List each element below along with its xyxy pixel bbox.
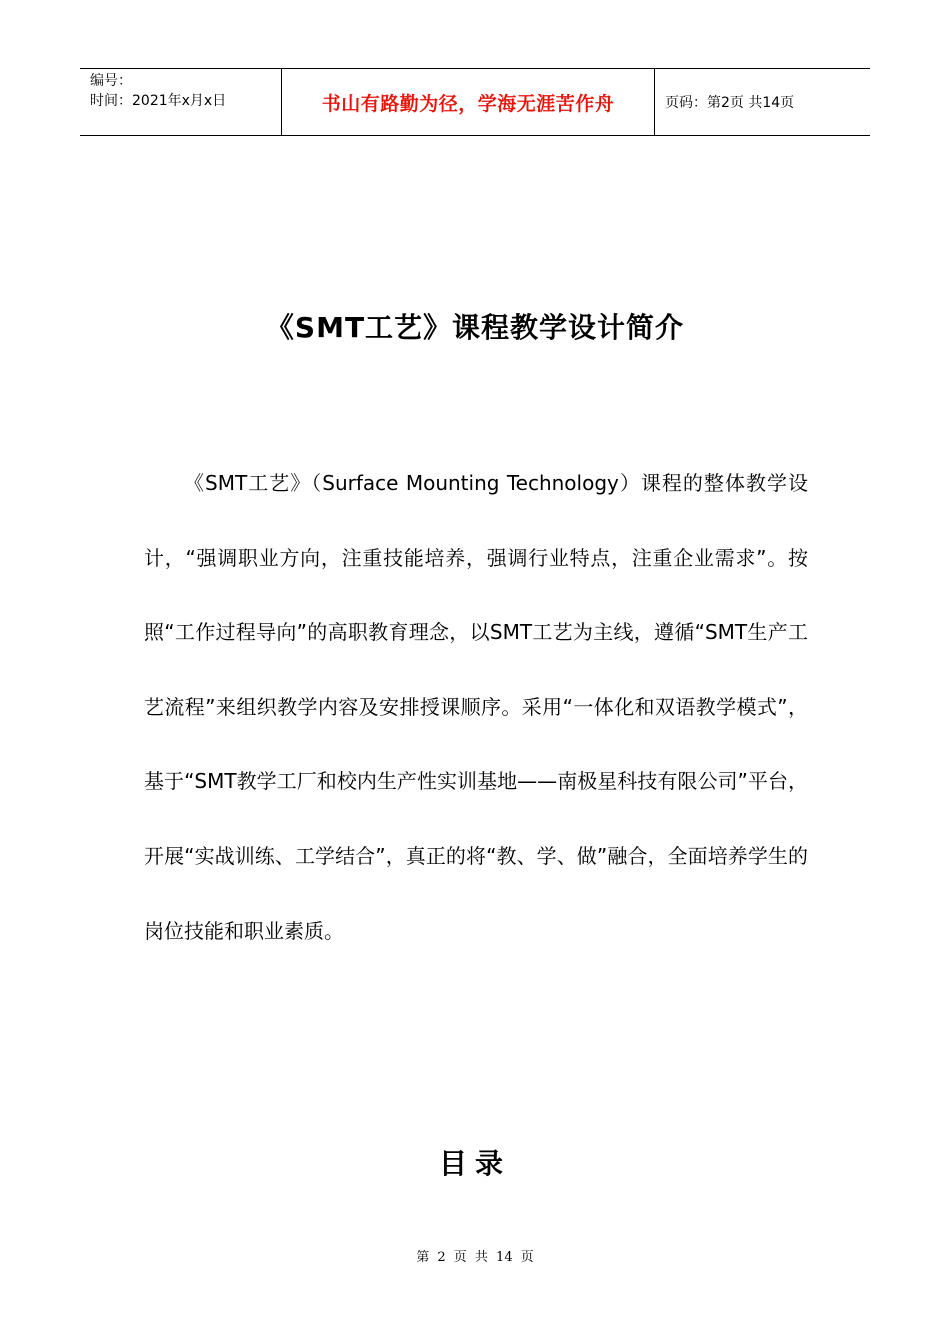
- document-header: [80, 68, 870, 136]
- header-page-cell: [655, 69, 870, 135]
- header-page-info: 页码：第2页 共14页: [665, 95, 795, 111]
- header-motto-cell: [282, 69, 655, 135]
- page-footer: 第 2 页 共 14 页: [416, 1250, 534, 1265]
- motto-text: 书山有路勤为径，学海无涯苦作舟: [321, 92, 615, 115]
- table-of-contents-heading: 目录: [438, 1147, 511, 1180]
- serial-number-label: 编号：: [90, 73, 132, 89]
- header-meta-cell: [80, 69, 282, 135]
- intro-paragraph: 《SMT工艺》（Surface Mounting Technology）课程的整体教学设计，“强调职业方向，注重技能培养，强调行业特点，注重企业需求”。按照“工作过程导向”的高职教育理念，以SMT工艺为主线，遵循“SMT生产工艺流程”来组织教学内容及安排授课顺序。采用“一体化和双语教学模式”，基于“SMT教学工厂和校内生产性实训基地——南极星科技有限公司”平台，开展“实战训练、工学结合”，真正的将“教、学、做”融合，全面培养学生的岗位技能和职业素质。: [144, 471, 808, 943]
- document-title: 《SMT工艺》课程教学设计简介: [265, 311, 685, 344]
- date-label: 时间：2021年x月x日: [90, 93, 227, 109]
